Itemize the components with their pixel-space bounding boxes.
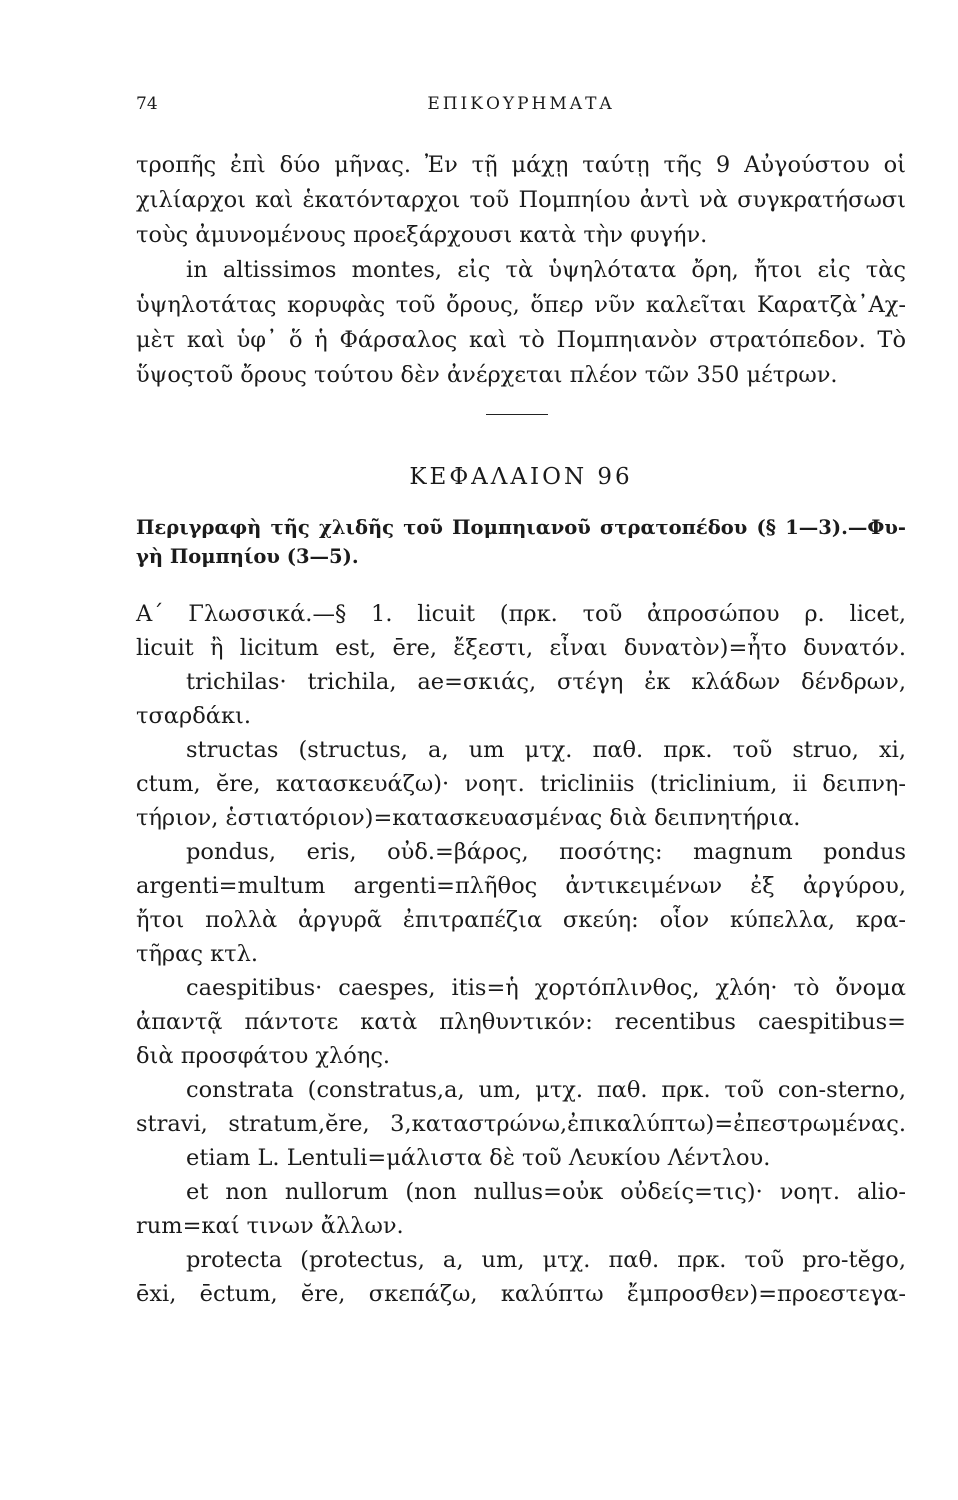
glossary-line: structas (structus, a, um μτχ. παθ. πρκ. τοῦ struo, xi, [186,737,906,763]
glossary-line: rum=καί τινων ἄλλων. [136,1213,404,1239]
text-line: ὑψηλοτάτας κορυφὰς τοῦ ὄρους, ὅπερ νῦν καλεῖται Καρατζὰ᾿Αχ- [136,292,906,318]
section-divider [486,414,548,415]
text-line: μὲτ καὶ ὑφ᾿ ὅ ἡ Φάρσαλος καὶ τὸ Πομπηιανὸν στρατόπεδον. Τὸ [136,327,906,353]
glossary-line: stravi, stratum,ĕre, 3,καταστρώνω,ἐπικαλύπτω)=ἐπεστρωμένας. [136,1111,906,1137]
glossary-line: caespitibus· caespes, itis=ἡ χορτόπλινθος, χλόη· τὸ ὄνομα [186,975,906,1001]
glossary-line: constrata (constratus,a, um, μτχ. παθ. πρκ. τοῦ con-sterno, [186,1077,906,1103]
chapter-summary-line: Περιγραφὴ τῆς χλιδῆς τοῦ Πομπηιανοῦ στρατοπέδου (§ 1—3).—Φυ- [136,516,906,539]
glossary-line: pondus, eris, οὐδ.=βάρος, ποσότης: magnum pondus [186,839,906,865]
glossary-line: et non nullorum (non nullus=οὐκ οὐδείς=τις)· νοητ. alio- [186,1179,906,1205]
glossary-line: διὰ προσφάτου χλόης. [136,1043,391,1069]
glossary-line: Α΄ Γλωσσικά.—§ 1. licuit (πρκ. τοῦ ἀπροσώπου ρ. licet, [136,601,906,627]
glossary-line: τῆρας κτλ. [136,941,259,967]
text-line: χιλίαρχοι καὶ ἑκατόνταρχοι τοῦ Πομπηίου ἀντὶ νὰ συγκρατήσωσι [136,187,906,213]
text-line: τοὺς ἀμυνομένους προεξάρχουσι κατὰ τὴν φυγήν. [136,222,708,248]
glossary-line: ἀπαντᾷ πάντοτε κατὰ πληθυντικόν: recentibus caespitibus= [136,1009,906,1035]
text-line: in altissimos montes, εἰς τὰ ὑψηλότατα ὄρη, ἤτοι εἰς τὰς [186,257,906,283]
glossary-line: licuit ἢ licitum est, ēre, ἔξεστι, εἶναι δυνατὸν)=ἦτο δυνατόν. [136,635,906,661]
page-number: 74 [136,94,158,114]
chapter-summary-line: γὴ Πομπηίου (3—5). [136,545,359,568]
glossary-line: argenti=multum argenti=πλῆθος ἀντικειμένων ἐξ ἀργύρου, [136,873,906,899]
glossary-line: ἤτοι πολλὰ ἀργυρᾶ ἐπιτραπέζια σκεύη: οἷον κύπελλα, κρα- [136,907,906,933]
glossary-line: protecta (protectus, a, um, μτχ. παθ. πρκ. τοῦ pro-tĕgo, [186,1247,906,1273]
text-line: τροπῆς ἐπὶ δύο μῆνας. Ἐν τῇ μάχῃ ταύτῃ τῆς 9 Αὐγούστου οἱ [136,152,906,178]
chapter-heading: ΚΕΦΑΛΑΙΟΝ 96 [409,464,633,490]
glossary-line: ēxi, ēctum, ĕre, σκεπάζω, καλύπτω ἔμπροσθεν)=προεστεγα- [136,1281,906,1307]
text-line: ὕψοςτοῦ ὄρους τούτου δὲν ἀνέρχεται πλέον τῶν 350 μέτρων. [136,362,838,388]
glossary-line: τήριον, ἑστιατόριον)=κατασκευασμένας διὰ δειπνητήρια. [136,805,801,831]
glossary-line: trichilas· trichila, ae=σκιάς, στέγη ἐκ κλάδων δένδρων, [186,669,906,695]
glossary-line: etiam L. Lentuli=μάλιστα δὲ τοῦ Λευκίου Λέντλου. [186,1145,771,1171]
glossary-line: τσαρδάκι. [136,703,252,729]
glossary-line: ctum, ĕre, κατασκευάζω)· νοητ. tricliniis (triclinium, ii δειπνη- [136,771,906,797]
page-header [136,94,906,124]
running-title: ΕΠΙΚΟΥΡΗΜΑΤΑ [427,94,615,114]
